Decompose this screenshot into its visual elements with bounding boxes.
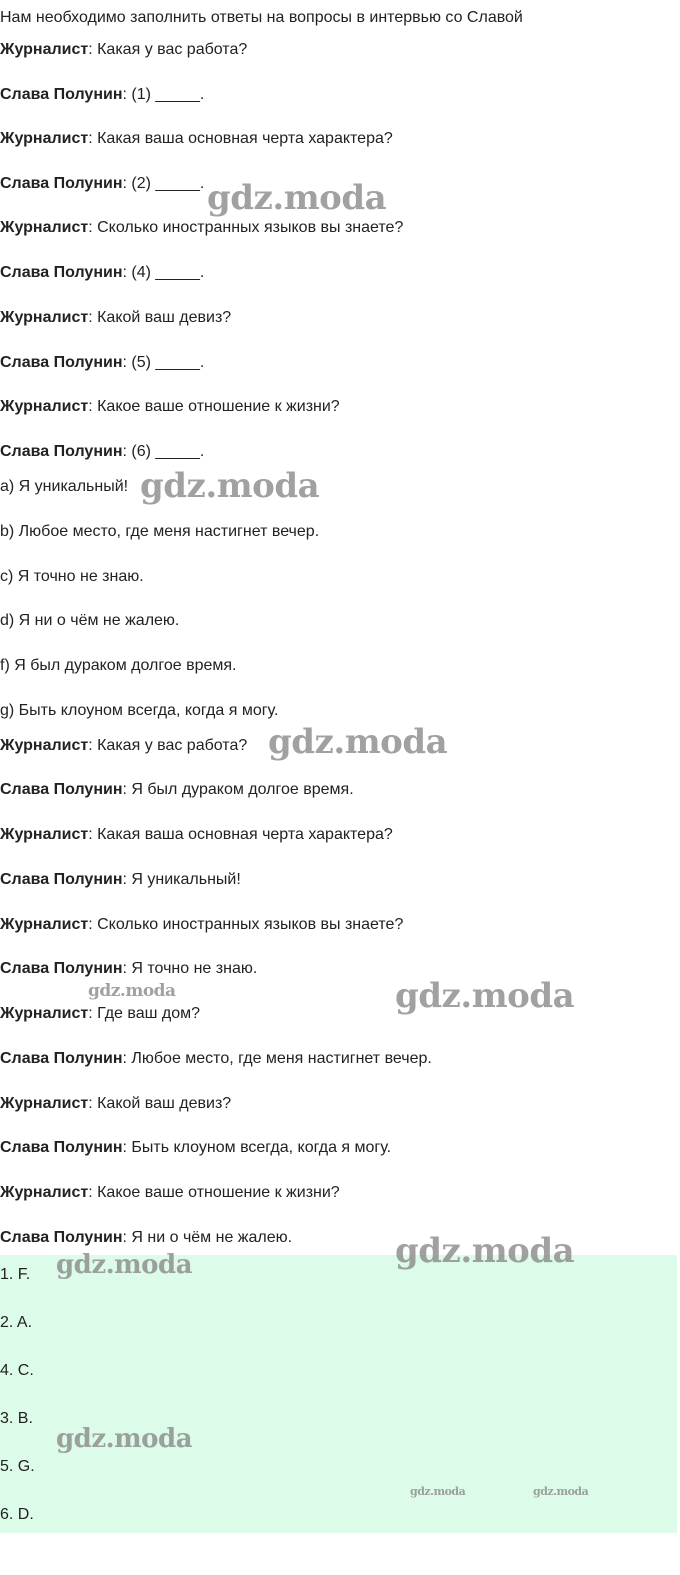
line-text: : Сколько иностранных языков вы знаете? xyxy=(88,916,404,933)
option-item: c) Я точно не знаю. xyxy=(0,568,144,585)
speaker-name: Журналист xyxy=(0,219,89,236)
speaker-name: Журналист xyxy=(0,826,89,843)
dialogue-line xyxy=(0,1004,200,1024)
speaker-name: Слава Полунин xyxy=(0,86,123,103)
speaker-name: Слава Полунин xyxy=(0,960,123,977)
speaker-name: Журналист xyxy=(0,398,89,415)
speaker-name: Журналист xyxy=(0,737,89,754)
dialogue-line xyxy=(0,1138,391,1158)
speaker-name: Слава Полунин xyxy=(0,443,123,460)
dialogue-line xyxy=(0,780,354,800)
speaker-name: Журналист xyxy=(0,1005,89,1022)
answer-item: 3. B. xyxy=(0,1410,33,1427)
intro-text: Нам необходимо заполнить ответы на вопросы в интервью со Славой xyxy=(0,9,523,26)
dialogue-line xyxy=(0,218,403,238)
speaker-name: Журналист xyxy=(0,1184,89,1201)
dialogue-line xyxy=(0,353,204,373)
dialogue-line xyxy=(0,736,247,756)
answer-item: 6. D. xyxy=(0,1506,34,1523)
dialogue-line xyxy=(0,1094,231,1114)
dialogue-line xyxy=(0,442,204,462)
speaker-name: Журналист xyxy=(0,1095,89,1112)
line-text: : Какой ваш девиз? xyxy=(88,309,232,326)
speaker-name: Слава Полунин xyxy=(0,354,123,371)
answer-item: 4. C. xyxy=(0,1362,34,1379)
watermark: gdz.moda xyxy=(395,976,575,1016)
watermark: gdz.moda xyxy=(140,466,320,506)
line-text: : Где ваш дом? xyxy=(88,1005,201,1022)
line-text: : (5) _____. xyxy=(122,354,205,371)
watermark: gdz.moda xyxy=(207,178,387,218)
line-text: : (6) _____. xyxy=(122,443,205,460)
line-text: : Какой ваш девиз? xyxy=(88,1095,232,1112)
watermark: gdz.moda xyxy=(395,1231,575,1271)
watermark: gdz.moda xyxy=(533,1485,589,1498)
dialogue-line xyxy=(0,1183,340,1203)
line-text: : (2) _____. xyxy=(122,175,205,192)
watermark: gdz.moda xyxy=(88,981,176,1001)
dialogue-line xyxy=(0,825,393,845)
line-text: : Любое место, где меня настигнет вечер. xyxy=(122,1050,432,1067)
speaker-name: Слава Полунин xyxy=(0,1050,123,1067)
dialogue-line xyxy=(0,1049,432,1069)
dialogue-line xyxy=(0,915,403,935)
line-text: : (4) _____. xyxy=(122,264,205,281)
line-text: : Какая у вас работа? xyxy=(88,41,248,58)
line-text: : Я уникальный! xyxy=(122,871,241,888)
line-text: : Я был дураком долгое время. xyxy=(122,781,354,798)
dialogue-line xyxy=(0,174,204,194)
speaker-name: Слава Полунин xyxy=(0,871,123,888)
line-text: : Я ни о чём не жалею. xyxy=(122,1229,293,1246)
dialogue-line xyxy=(0,397,340,417)
option-item: b) Любое место, где меня настигнет вечер. xyxy=(0,523,320,540)
speaker-name: Слава Полунин xyxy=(0,1229,123,1246)
line-text: : Я точно не знаю. xyxy=(122,960,258,977)
option-item: a) Я уникальный! xyxy=(0,478,129,495)
line-text: : (1) _____. xyxy=(122,86,205,103)
speaker-name: Журналист xyxy=(0,41,89,58)
speaker-name: Слава Полунин xyxy=(0,264,123,281)
dialogue-line xyxy=(0,129,393,149)
option-item: f) Я был дураком долгое время. xyxy=(0,657,237,674)
dialogue-line xyxy=(0,308,231,328)
speaker-name: Слава Полунин xyxy=(0,1139,123,1156)
dialogue-line xyxy=(0,85,204,105)
speaker-name: Слава Полунин xyxy=(0,781,123,798)
line-text: : Сколько иностранных языков вы знаете? xyxy=(88,219,404,236)
line-text: : Какая у вас работа? xyxy=(88,737,248,754)
speaker-name: Слава Полунин xyxy=(0,175,123,192)
dialogue-line xyxy=(0,959,257,979)
dialogue-line xyxy=(0,263,204,283)
speaker-name: Журналист xyxy=(0,130,89,147)
watermark: gdz.moda xyxy=(56,1424,193,1454)
option-item: g) Быть клоуном всегда, когда я могу. xyxy=(0,702,279,719)
dialogue-line xyxy=(0,1228,292,1248)
answer-item: 1. F. xyxy=(0,1266,31,1283)
watermark: gdz.moda xyxy=(410,1485,466,1498)
dialogue-line xyxy=(0,870,241,890)
line-text: : Какая ваша основная черта характера? xyxy=(88,826,393,843)
line-text: : Быть клоуном всегда, когда я могу. xyxy=(122,1139,392,1156)
answer-item: 2. A. xyxy=(0,1314,33,1331)
option-item: d) Я ни о чём не жалею. xyxy=(0,612,180,629)
line-text: : Какое ваше отношение к жизни? xyxy=(88,398,340,415)
speaker-name: Журналист xyxy=(0,309,89,326)
watermark: gdz.moda xyxy=(56,1250,193,1280)
line-text: : Какая ваша основная черта характера? xyxy=(88,130,393,147)
line-text: : Какое ваше отношение к жизни? xyxy=(88,1184,340,1201)
answer-item: 5. G. xyxy=(0,1458,35,1475)
watermark: gdz.moda xyxy=(268,722,448,762)
speaker-name: Журналист xyxy=(0,916,89,933)
dialogue-line xyxy=(0,40,247,60)
